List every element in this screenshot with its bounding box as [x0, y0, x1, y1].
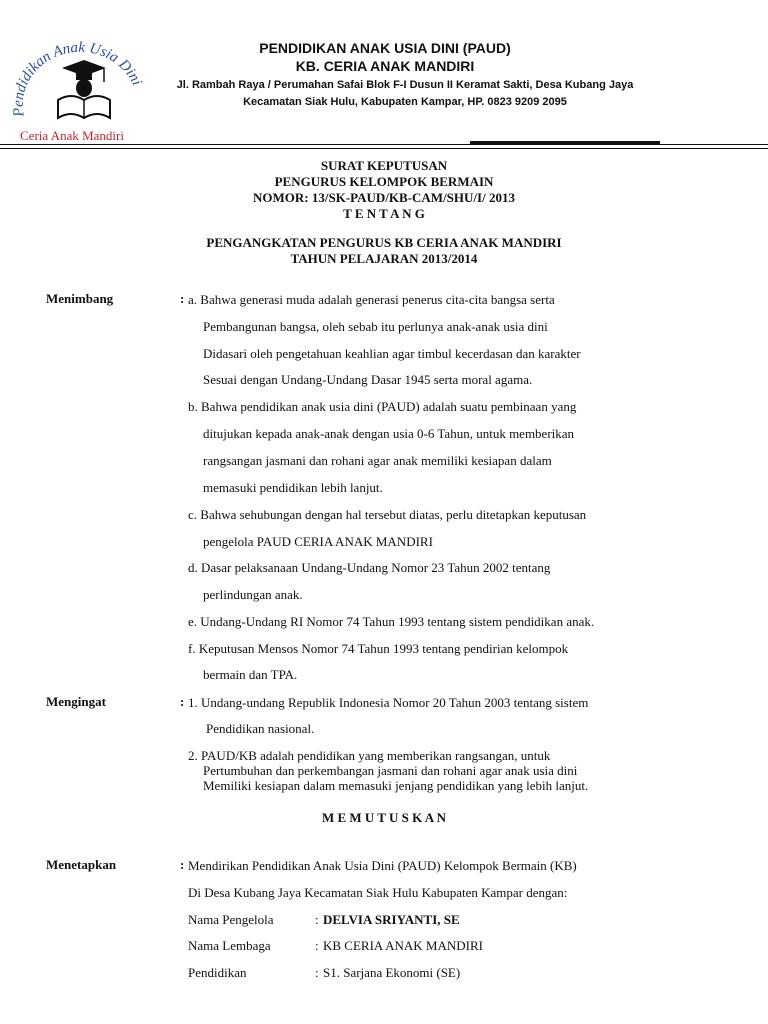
logo-arc-text: Pendidikan Anak Usia Dini	[10, 39, 145, 118]
mengingat-colon: :	[180, 694, 185, 709]
field-value-lembaga: KB CERIA ANAK MANDIRI	[323, 938, 483, 953]
mengingat-line: Pendidikan nasional.	[206, 721, 315, 736]
field-key: Pendidikan	[188, 965, 247, 980]
institution-line1: PENDIDIKAN ANAK USIA DINI (PAUD)	[259, 40, 511, 56]
doc-subject: PENGANGKATAN PENGURUS KB CERIA ANAK MANDIRI	[206, 235, 562, 250]
menimbang-line: d. Dasar pelaksanaan Undang-Undang Nomor 23 Tahun 2002 tentang	[188, 560, 551, 575]
menimbang-line: b. Bahwa pendidikan anak usia dini (PAUD) adalah suatu pembinaan yang	[188, 399, 577, 414]
menimbang-line: pengelola PAUD CERIA ANAK MANDIRI	[203, 534, 433, 549]
doc-year: TAHUN PELAJARAN 2013/2014	[290, 251, 478, 266]
header-rule-thin	[0, 148, 768, 149]
memutuskan-heading: M E M U T U S K A N	[321, 810, 447, 825]
menimbang-line: rangsangan jasmani dan rohani agar anak memiliki kesiapan dalam	[203, 453, 552, 468]
field-sep: :	[315, 938, 319, 953]
menimbang-line: bermain dan TPA.	[203, 667, 298, 682]
field-value-pengelola: DELVIA SRIYANTI, SE	[323, 912, 460, 927]
mengingat-line: 2. PAUD/KB adalah pendidikan yang memberikan rangsangan, untuk	[188, 748, 551, 763]
field-value-pendidikan: S1. Sarjana Ekonomi (SE)	[323, 965, 461, 980]
doc-subtitle: PENGURUS KELOMPOK BERMAIN	[274, 174, 494, 189]
field-sep: :	[315, 965, 319, 980]
menimbang-line: a. Bahwa generasi muda adalah generasi penerus cita-cita bangsa serta	[188, 292, 555, 307]
menetapkan-colon: :	[180, 857, 185, 872]
mengingat-line: Pertumbuhan dan perkembangan jasmani dan rohani agar anak usia dini	[203, 763, 578, 778]
school-logo	[10, 38, 150, 148]
mengingat-line: 1. Undang-undang Republik Indonesia Nomor 20 Tahun 2003 tentang sistem	[188, 695, 589, 710]
field-sep: :	[315, 912, 319, 927]
header-rule	[0, 144, 768, 145]
doc-title: SURAT KEPUTUSAN	[320, 158, 448, 173]
address-block	[175, 77, 635, 111]
menimbang-line: Sesuai dengan Undang-Undang Dasar 1945 serta moral agama.	[203, 372, 533, 387]
menetapkan-label: Menetapkan	[46, 857, 117, 872]
address-line1: Jl. Rambah Raya / Perumahan Safai Blok F-I Dusun II Keramat Sakti, Desa Kubang Jaya	[176, 79, 634, 91]
menimbang-line: ditujukan kepada anak-anak dengan usia 0-6 Tahun, untuk memberikan	[203, 426, 575, 441]
address-line2: Kecamatan Siak Hulu, Kabupaten Kampar, HP. 0823 9209 2095	[243, 96, 567, 108]
menimbang-line: c. Bahwa sehubungan dengan hal tersebut diatas, perlu ditetapkan keputusan	[188, 507, 587, 522]
menimbang-line: memasuki pendidikan lebih lanjut.	[203, 480, 383, 495]
menimbang-line: Pembangunan bangsa, oleh sebab itu perlunya anak-anak usia dini	[203, 319, 548, 334]
menetapkan-line: Di Desa Kubang Jaya Kecamatan Siak Hulu Kabupaten Kampar dengan:	[188, 885, 568, 900]
menimbang-line: f. Keputusan Mensos Nomor 74 Tahun 1993 tentang pendirian kelompok	[188, 641, 569, 656]
menimbang-line: perlindungan anak.	[203, 587, 303, 602]
institution-line2: KB. CERIA ANAK MANDIRI	[295, 58, 475, 74]
menimbang-colon: :	[180, 291, 185, 306]
field-key: Nama Lembaga	[188, 938, 271, 953]
mengingat-label: Mengingat	[46, 694, 106, 709]
logo-caption: Ceria Anak Mandiri	[20, 128, 124, 143]
field-key: Nama Pengelola	[188, 912, 274, 927]
doc-number: NOMOR: 13/SK-PAUD/KB-CAM/SHU/I/ 2013	[253, 190, 515, 205]
menetapkan-line: Mendirikan Pendidikan Anak Usia Dini (PAUD) Kelompok Bermain (KB)	[188, 858, 577, 873]
menimbang-line: Didasari oleh pengetahuan keahlian agar timbul kecerdasan dan karakter	[203, 346, 581, 361]
mengingat-line: Memiliki kesiapan dalam memasuki jenjang pendidikan yang lebih lanjut.	[203, 778, 589, 793]
doc-tentang: T E N T A N G	[343, 206, 425, 221]
menimbang-line: e. Undang-Undang RI Nomor 74 Tahun 1993 tentang sistem pendidikan anak.	[188, 614, 595, 629]
menimbang-label: Menimbang	[46, 291, 114, 306]
